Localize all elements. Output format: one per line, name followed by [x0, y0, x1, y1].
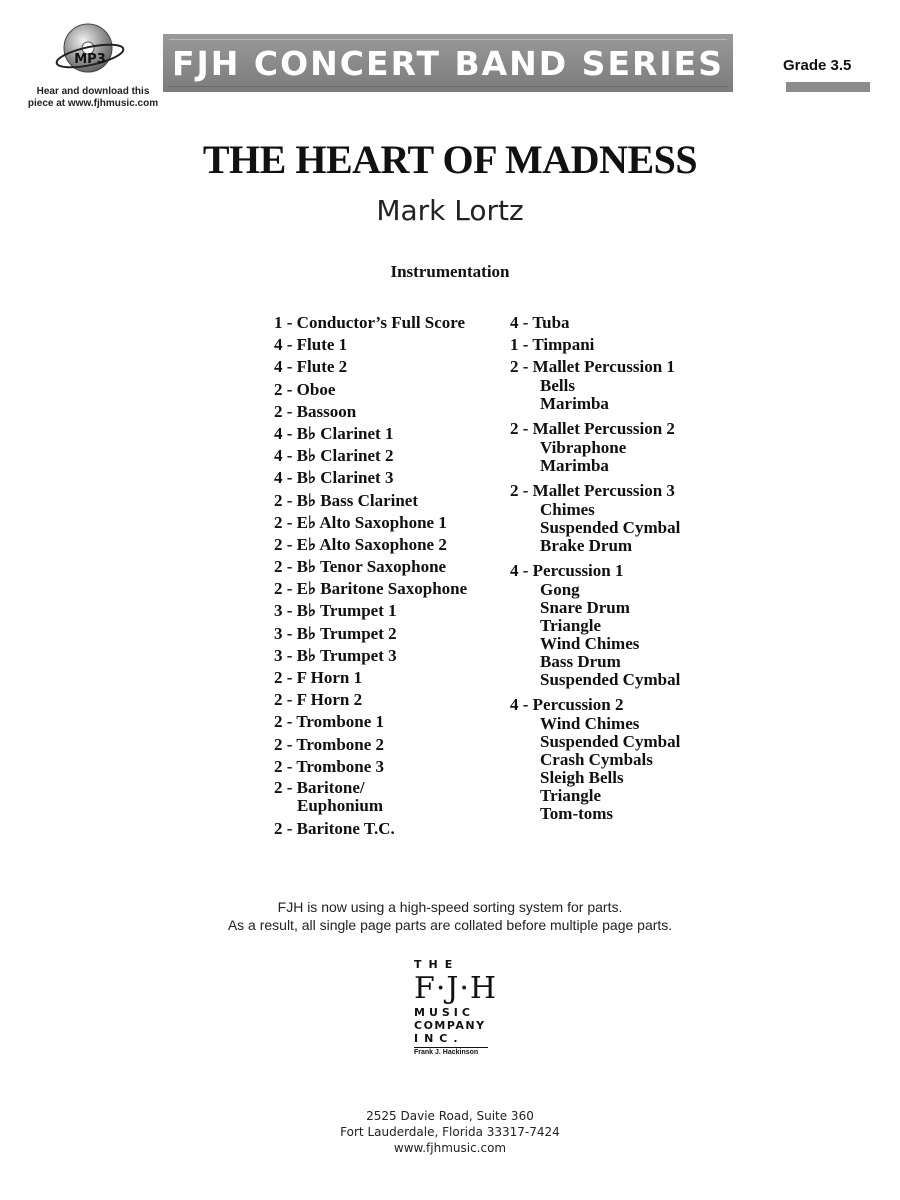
instrument-group — [510, 561, 680, 689]
instrument-item: 1 - Conductor’s Full Score — [274, 313, 466, 332]
instrument-group — [510, 481, 680, 555]
logo-signature: Frank J. Hackinson — [414, 1049, 479, 1056]
logo-inc: INC. — [414, 1032, 464, 1045]
instrument-item: 3 - B♭ Trumpet 3 — [274, 645, 397, 665]
instrument-item: 2 - B♭ Tenor Saxophone — [274, 557, 447, 577]
instrument-item: 3 - B♭ Trumpet 2 — [274, 623, 397, 643]
instrument-item: 2 - Trombone 2 — [274, 734, 385, 754]
instrument-item: 4 - Tuba — [510, 313, 570, 332]
instrument-item: 4 - B♭ Clarinet 3 — [274, 468, 394, 488]
series-title: FJH CONCERT BAND SERIES — [171, 44, 724, 83]
instrument-subitem: Chimes — [540, 500, 595, 519]
sorting-notice-line-1: FJH is now using a high-speed sorting system for parts. — [277, 899, 623, 915]
instrument-item: 2 - Trombone 3 — [274, 756, 385, 776]
instrument-group — [510, 335, 680, 355]
logo-company: COMPANY — [414, 1019, 486, 1032]
instrument-item: 2 - Mallet Percussion 3 — [510, 481, 675, 500]
address-line-2: Fort Lauderdale, Florida 33317-7424 — [340, 1125, 560, 1139]
logo-fjh: F·J·H — [414, 971, 498, 1006]
instrument-subitem: Bells — [540, 376, 575, 395]
instrument-subitem: Brake Drum — [540, 536, 633, 555]
instrument-subitem: Triangle — [540, 616, 602, 635]
instrument-group — [510, 357, 680, 413]
instrument-subitem: Suspended Cymbal — [540, 670, 681, 689]
instrument-item: 2 - Mallet Percussion 1 — [510, 357, 675, 376]
series-banner — [163, 34, 733, 92]
instrument-subitem: Crash Cymbals — [540, 750, 653, 769]
baritone-line-2: Euphonium — [297, 795, 383, 815]
sorting-notice — [0, 898, 900, 934]
instrumentation-heading: Instrumentation — [390, 262, 510, 281]
mp3-note-line-1: Hear and download this — [36, 86, 150, 97]
instrument-item: 4 - B♭ Clarinet 1 — [274, 423, 394, 443]
mp3-badge: MP3 — [74, 52, 106, 67]
logo-the: THE — [414, 958, 460, 971]
piece-title: THE HEART OF MADNESS — [202, 137, 698, 182]
sorting-notice-line-2: As a result, all single page parts are collated before multiple page parts. — [227, 917, 673, 933]
instrument-item: 2 - B♭ Bass Clarinet — [274, 490, 419, 510]
instrument-subitem: Marimba — [540, 456, 609, 475]
mp3-download-note — [18, 86, 168, 110]
instrument-item: 4 - Flute 2 — [274, 357, 348, 377]
instrument-group — [510, 313, 680, 333]
grade-label: Grade 3.5 — [783, 57, 852, 74]
composer-name: Mark Lortz — [376, 194, 524, 227]
instrument-list-right — [510, 313, 680, 829]
instrument-item: 2 - Mallet Percussion 2 — [510, 419, 675, 438]
logo-music: MUSIC — [414, 1006, 474, 1019]
instrument-subitem: Snare Drum — [540, 598, 630, 617]
instrument-subitem: Bass Drum — [540, 652, 621, 671]
instrument-item: 2 - Trombone 1 — [274, 712, 385, 732]
instrument-group — [510, 695, 680, 823]
instrument-subitem: Sleigh Bells — [540, 768, 624, 787]
instrument-item: 2 - E♭ Alto Saxophone 1 — [274, 512, 447, 532]
instrument-subitem: Triangle — [540, 786, 602, 805]
instrument-item: 4 - B♭ Clarinet 2 — [274, 446, 394, 466]
instrument-item: 1 - Timpani — [510, 335, 595, 354]
instrument-subitem: Marimba — [540, 394, 609, 413]
instrument-item: 4 - Flute 1 — [274, 335, 348, 355]
instrument-group — [510, 419, 680, 475]
mp3-note-line-2: piece at www.fjhmusic.com — [27, 98, 159, 109]
instrument-item: 2 - E♭ Baritone Saxophone — [274, 579, 468, 599]
instrument-item: 2 - Baritone T.C. — [274, 818, 395, 838]
instrument-subitem: Suspended Cymbal — [540, 518, 681, 537]
instrument-item: 2 - Oboe — [274, 379, 336, 399]
instrument-item: 4 - Percussion 1 — [510, 561, 624, 580]
instrument-subitem: Vibraphone — [540, 438, 627, 457]
instrument-item: 2 - E♭ Alto Saxophone 2 — [274, 534, 447, 554]
baritone-line-1: 2 - Baritone/ — [274, 777, 365, 797]
instrument-subitem: Tom-toms — [540, 804, 614, 823]
publisher-address — [0, 1108, 900, 1156]
instrument-item: 2 - F Horn 2 — [274, 690, 363, 710]
fjh-logo — [414, 958, 498, 1068]
instrument-item: 2 - F Horn 1 — [274, 668, 363, 687]
instrument-subitem: Suspended Cymbal — [540, 732, 681, 751]
instrument-list-left — [274, 313, 467, 841]
grade-bar — [786, 82, 870, 92]
instrument-subitem: Wind Chimes — [540, 634, 640, 653]
instrument-item: 2 - Bassoon — [274, 401, 357, 421]
address-website: www.fjhmusic.com — [393, 1141, 507, 1155]
instrument-item-baritone — [274, 779, 467, 819]
instrument-item: 4 - Percussion 2 — [510, 695, 624, 714]
instrument-subitem: Wind Chimes — [540, 714, 640, 733]
address-line-1: 2525 Davie Road, Suite 360 — [366, 1109, 534, 1123]
instrument-item: 3 - B♭ Trumpet 1 — [274, 601, 397, 621]
instrument-subitem: Gong — [540, 580, 580, 599]
